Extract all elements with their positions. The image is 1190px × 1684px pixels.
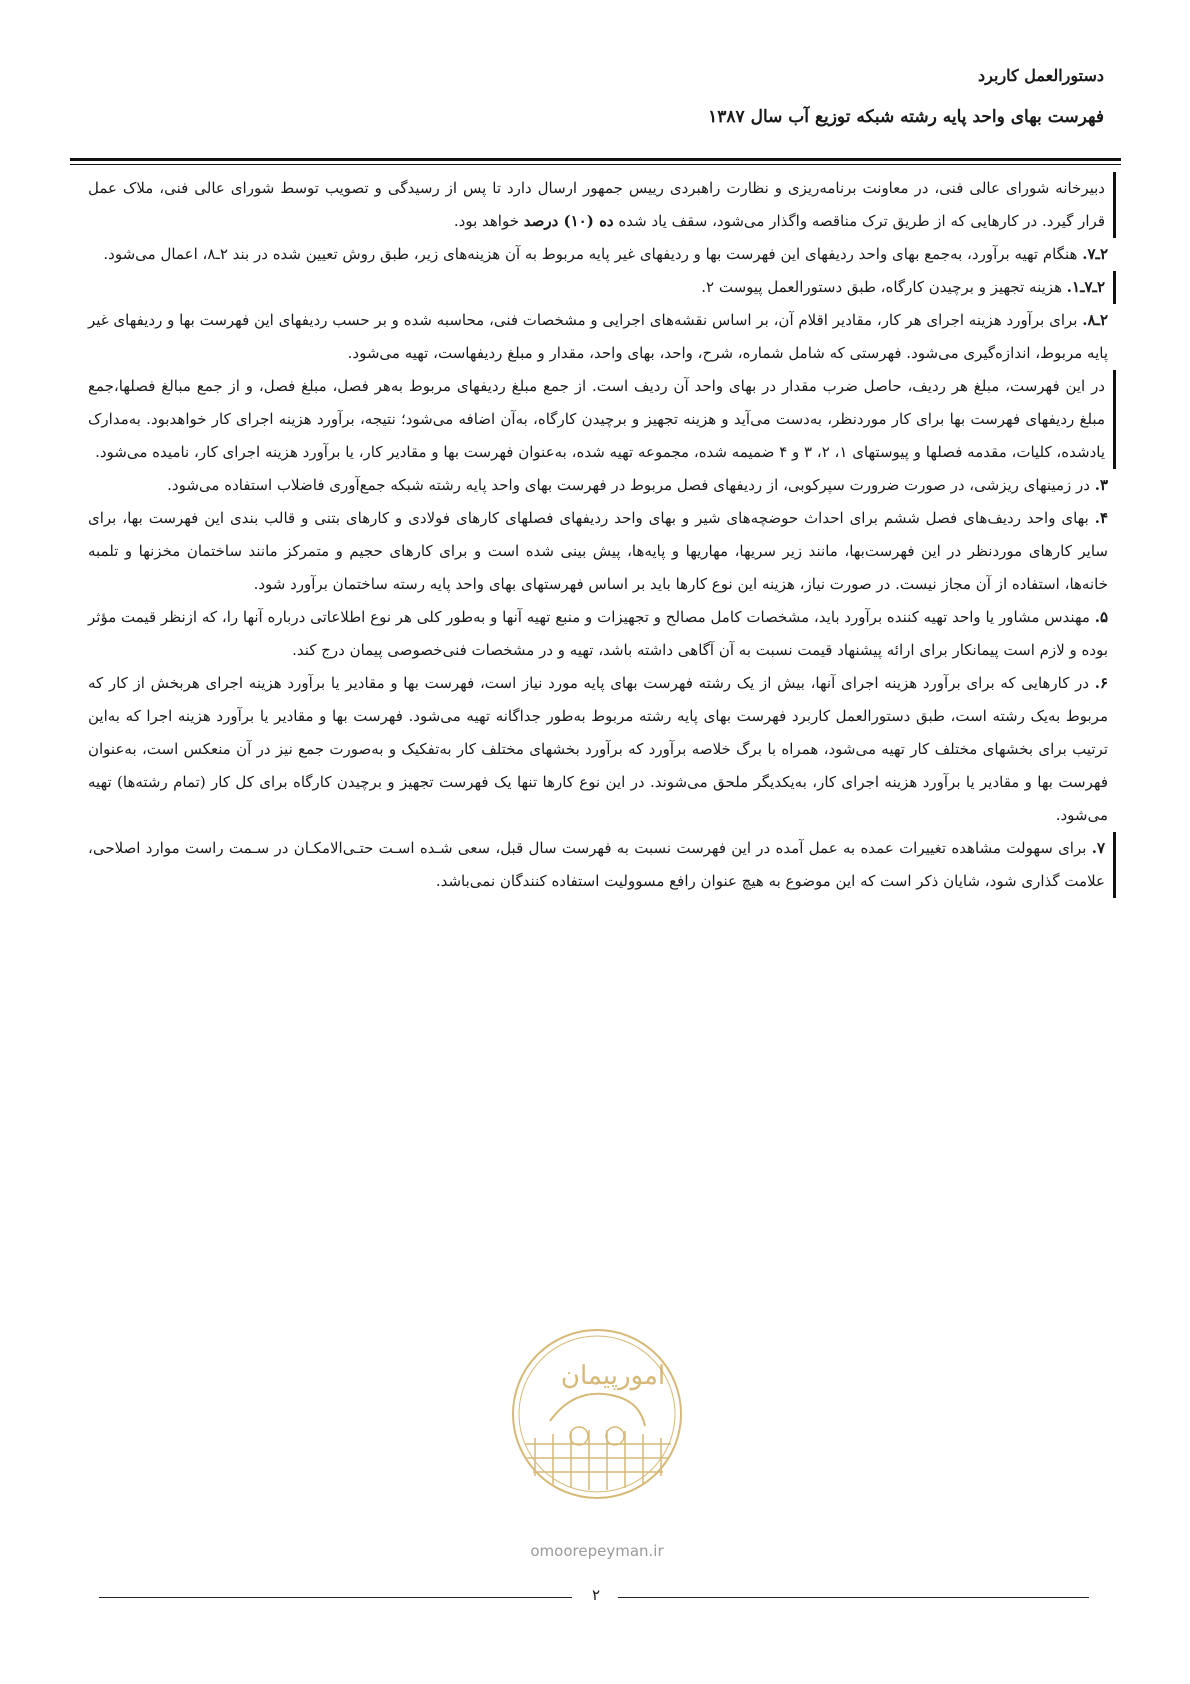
page-header — [708, 66, 1104, 127]
paragraph-text: در زمینهای ریزشی، در صورت ضرورت سپرکوبی، از ردیفهای فصل مربوط در فهرست بهای واحد پایه رشته شبکه جمع‌آوری فاضلاب استفاده می‌شود. — [167, 476, 1095, 494]
paragraph-text: برای برآورد هزینه اجرای هر کار، مقادیر اقلام آن، بر اساس نقشه‌های اجرایی و مشخصات فنی، محاسبه شده و بر حسب ردیفهای این فهرست بها و ردیفهای غیر پایه مربوط، اندازه‌گیری می‌شود. فهرستی که شامل شماره، شرح، واحد، بهای واحد، مقدار و مبلغ ردیفهاست، تهیه می‌شود. — [88, 311, 1108, 362]
paragraph — [88, 271, 1116, 304]
footer-rule-right — [618, 1597, 1089, 1598]
header-rule-thin — [70, 164, 1121, 165]
page-number: ۲ — [591, 1586, 601, 1604]
paragraph-text: دبیرخانه شورای عالی فنی، در معاونت برنامه‌ریزی و نظارت راهبردی رییس جمهور ارسال دارد تا پس از رسیدگی و تصویب توسط شورای عالی فنی، ملاک عمل قرار گیرد. در کارهایی که از طریق ترک مناقصه واگذار می‌شود، سقف یاد شده — [88, 179, 1105, 230]
paragraph-number: ۲ـ۸. — [1082, 311, 1108, 329]
paragraph-number: ۲ـ۷. — [1082, 245, 1108, 263]
document-body — [88, 172, 1116, 898]
header-rule-thick — [70, 158, 1121, 161]
paragraph-text: هنگام تهیه برآورد، به‌جمع بهای واحد ردیفهای این فهرست بها و ردیفهای غیر پایه مربوط به آن هزینه‌های زیر، طبق روش تعیین شده در بند ۲ـ۸، اعمال می‌شود. — [103, 245, 1083, 263]
paragraph — [88, 304, 1116, 370]
paragraph-number: ۷. — [1091, 839, 1105, 857]
paragraph — [88, 502, 1116, 601]
header-title: دستورالعمل کاربرد — [978, 66, 1104, 85]
paragraph — [88, 832, 1116, 898]
paragraph-text: هزینه تجهیز و برچیدن کارگاه، طبق دستورالعمل پیوست ۲. — [701, 278, 1067, 296]
paragraph-number: ۵. — [1094, 608, 1108, 626]
watermark-url: omoorepeyman.ir — [530, 1542, 664, 1560]
paragraph — [88, 172, 1116, 238]
paragraph-text: در این فهرست، مبلغ هر ردیف، حاصل ضرب مقدار در بهای واحد آن ردیف است. از جمع مبلغ ردیفهای مربوط به‌هر فصل، مبلغ فصل، و از جمع مبالغ فصلها،جمع مبلغ ردیفهای فهرست بها برای کار موردنظر، به‌دست می‌آید و هزینه تجهیز و برچیدن کارگاه، به‌آن اضافه می‌شود؛ نتیجه، برآورد هزینه اجرای کار خواهدبود. به‌مدارک یادشده، کلیات، مقدمه فصلها و پیوستهای ۱، ۲، ۳ و ۴ ضمیمه شده، مجموعه تهیه شده، به‌عنوان فهرست بها و مقادیر کار، یا برآورد هزینه اجرای کار، نامیده می‌شود. — [88, 377, 1105, 461]
paragraph-number: ۳. — [1094, 476, 1108, 494]
watermark-logo — [495, 1326, 700, 1566]
paragraph-emphasis: ده (۱۰) درصد — [523, 212, 614, 230]
paragraph-text: بهای واحد ردیف‌های فصل ششم برای احداث حوضچه‌های شیر و بهای واحد ردیفهای فصلهای کارهای فولادی و کارهای بتنی و قالب بندی این فهرست بها، برای سایر کارهای موردنظر در این فهرست‌بها، مانند زیر سریها، مهاریها و پایه‌ها، پیش بینی شده است و برای کارهای حجیم و متمرکز مانند ساختمان مخزنها و تلمبه خانه‌ها، استفاده از آن مجاز نیست. در صورت نیاز، هزینه این نوع کارها باید بر اساس فهرستهای بهای واحد پایه رسته ساختمان برآورد شود. — [88, 509, 1108, 593]
paragraph-text: برای سهولت مشاهده تغییرات عمده به عمل آمده در این فهرست نسبت به فهرست سال قبل، سعی شـده اسـت حتـی‌الامکـان در سـمت راست موارد اصلاحی، علامت گذاری شود، شایان ذکر است که این موضوع به هیچ عنوان رافع مسوولیت استفاده کنندگان نمی‌باشد. — [88, 839, 1105, 890]
paragraph — [88, 667, 1116, 832]
paragraph — [88, 238, 1116, 271]
watermark-seal-icon — [495, 1326, 700, 1566]
paragraph-number: ۶. — [1094, 674, 1108, 692]
paragraph-number: ۲ـ۷ـ۱. — [1066, 278, 1105, 296]
paragraph-number: ۴. — [1094, 509, 1108, 527]
paragraph — [88, 601, 1116, 667]
paragraph-text: در کارهایی که برای برآورد هزینه اجرای آنها، بیش از یک رشته فهرست بهای پایه مورد نیاز است، فهرست بها و مقادیر یا برآورد هزینه اجرای هربخش از کار که مربوط به‌یک رشته است، طبق دستورالعمل کاربرد فهرست بهای پایه رشته مربوط به‌طور جداگانه تهیه می‌شود. فهرست بها و مقادیر یا برآورد هزینه اجرا که به‌این ترتیب برای بخشهای مختلف کار تهیه می‌شود، همراه با برگ خلاصه برآورد که برآورد بخشهای مختلف کار به‌تفکیک و به‌صورت جمع نیز در آن منعکس است، به‌عنوان فهرست بها و مقادیر یا برآورد هزینه اجرای کار، به‌یکدیگر ملحق می‌شوند. در این نوع کارها تنها یک فهرست تجهیز و برچیدن کارگاه برای کل کار (تمام رشته‌ها) تهیه می‌شود. — [88, 674, 1108, 824]
paragraph — [88, 370, 1116, 469]
watermark-logo-text: امورپیمان — [560, 1361, 666, 1391]
header-subtitle: فهرست بهای واحد پایه رشته شبکه توزیع آب سال ۱۳۸۷ — [708, 107, 1104, 127]
paragraph-text: مهندس مشاور یا واحد تهیه کننده برآورد باید، مشخصات کامل مصالح و تجهیزات و منبع تهیه آنها و به‌طور کلی هر نوع اطلاعاتی درباره آنها را، که ازنظر قیمت مؤثر بوده و لازم است پیمانکار برای ارائه پیشنهاد قیمت نسبت به آن آگاهی داشته باشد، تهیه و در مشخصات فنی‌خصوصی پیمان درج کند. — [88, 608, 1108, 659]
paragraph — [88, 469, 1116, 502]
footer-rule-left — [99, 1597, 572, 1598]
paragraph-tail: خواهد بود. — [453, 212, 524, 230]
